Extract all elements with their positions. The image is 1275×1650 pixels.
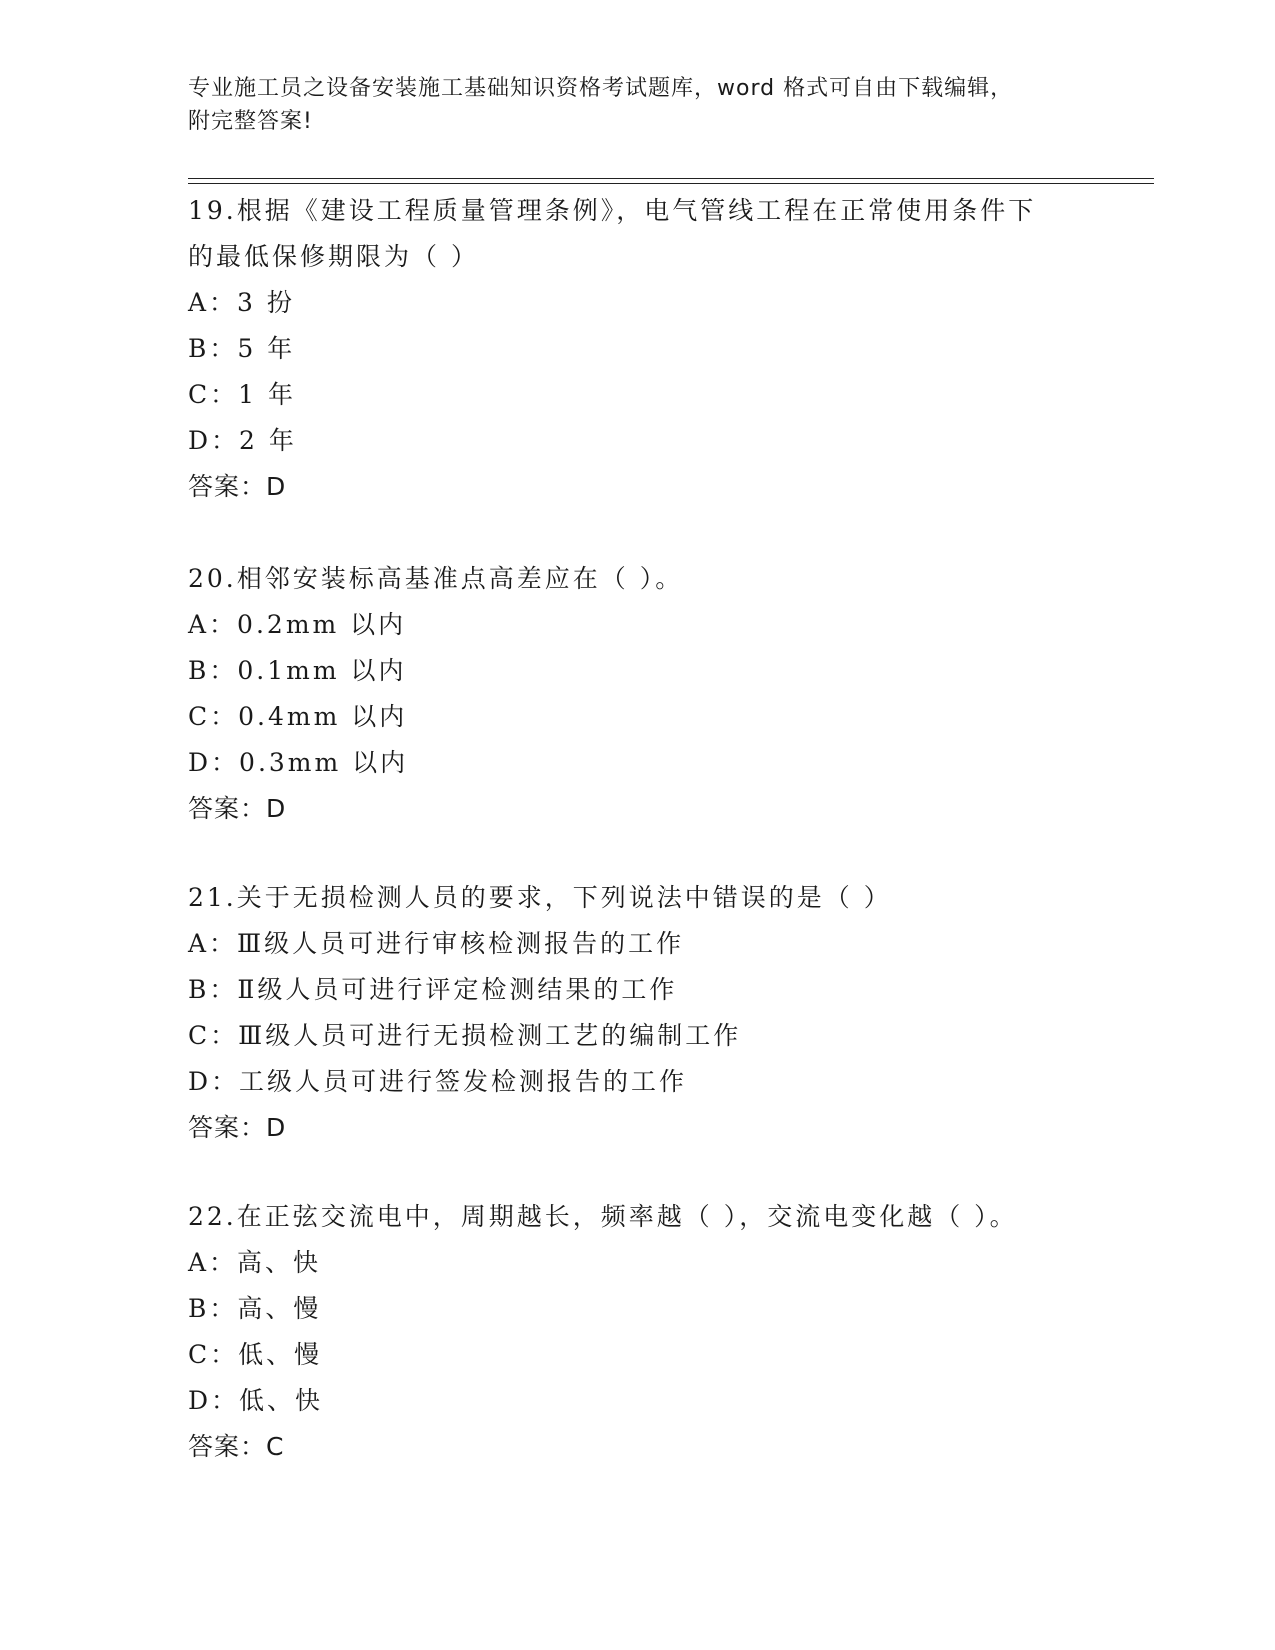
question-22 <box>188 1194 1088 1470</box>
question-19 <box>188 188 1088 510</box>
question-20 <box>188 556 1088 832</box>
answer: 答案：C <box>188 1432 285 1461</box>
option-a: A：高、快 <box>188 1248 322 1277</box>
option-b: B：高、慢 <box>188 1294 322 1323</box>
question-stem: 19.根据《建设工程质量管理条例》，电气管线工程在正常使用条件下 <box>188 196 1037 225</box>
header-line-1: 专业施工员之设备安装施工基础知识资格考试题库，word 格式可自由下载编辑， <box>188 76 1014 101</box>
option-b: B：0.1mm 以内 <box>188 656 407 685</box>
option-c: C：1 年 <box>188 380 296 409</box>
question-21 <box>188 875 1088 1151</box>
header-divider-top <box>188 178 1154 179</box>
question-stem: 21.关于无损检测人员的要求，下列说法中错误的是（ ） <box>188 883 892 912</box>
header-line-2: 附完整答案! <box>188 109 313 134</box>
option-a: A：0.2mm 以内 <box>188 610 407 639</box>
document-header <box>188 72 1068 138</box>
option-a: A：Ⅲ级人员可进行审核检测报告的工作 <box>188 929 685 958</box>
answer: 答案：D <box>188 1113 287 1142</box>
option-d: D：0.3mm 以内 <box>188 748 409 777</box>
answer: 答案：D <box>188 472 287 501</box>
option-d: D：低、快 <box>188 1386 324 1415</box>
option-a: A：3 扮 <box>188 288 295 317</box>
option-d: D：2 年 <box>188 426 297 455</box>
option-b: B：5 年 <box>188 334 296 363</box>
option-b: B：Ⅱ级人员可进行评定检测结果的工作 <box>188 975 678 1004</box>
option-d: D：工级人员可进行签发检测报告的工作 <box>188 1067 688 1096</box>
question-stem-continued: 的最低保修期限为（ ） <box>188 242 479 271</box>
question-stem: 22.在正弦交流电中，周期越长，频率越（ ），交流电变化越（ ）。 <box>188 1202 1018 1231</box>
header-divider-bottom <box>188 183 1154 184</box>
question-stem: 20.相邻安装标高基准点高差应在（ ）。 <box>188 564 684 593</box>
option-c: C：低、慢 <box>188 1340 323 1369</box>
option-c: C：Ⅲ级人员可进行无损检测工艺的编制工作 <box>188 1021 742 1050</box>
answer: 答案：D <box>188 794 287 823</box>
option-c: C：0.4mm 以内 <box>188 702 408 731</box>
